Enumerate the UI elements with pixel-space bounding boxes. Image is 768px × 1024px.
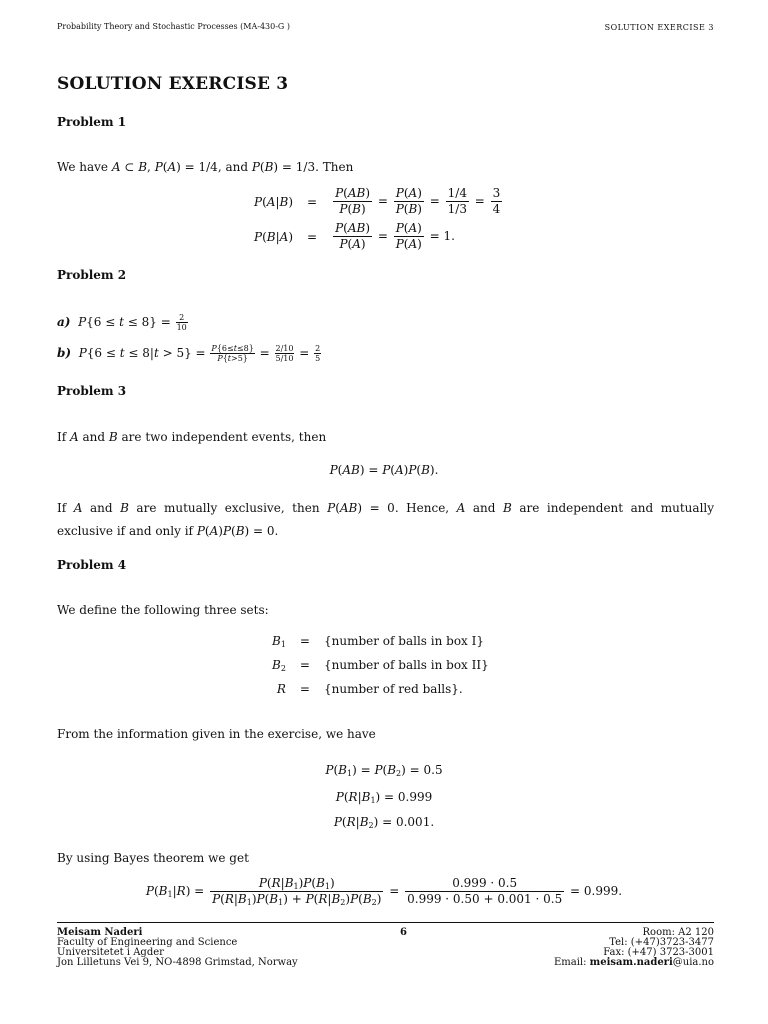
problem-3-independence-equation: P(AB) = P(A)P(B). (329, 463, 439, 477)
set-b1-definition: {number of balls in box I} (323, 634, 484, 648)
problem-3-heading: Problem 3 (57, 384, 127, 398)
footer-contact-left (57, 928, 298, 968)
problem-3-line-1: If A and B are two independent events, then (57, 430, 327, 444)
given-likelihood-box-1: $P(R|B_1) = 0.999$ (335, 790, 433, 805)
problem-1-heading: Problem 1 (57, 115, 127, 129)
problem-2-part-a: a) P{6 ≤ t ≤ 8} = $\frac{2}{10}$ (57, 313, 187, 332)
page-number: 6 (400, 927, 407, 938)
set-definition-row: R = {number of red balls}. (268, 680, 493, 698)
postal-address: Jon Lilletuns Vei 9, NO-4898 Grimstad, Norway (57, 957, 298, 968)
problem-4-bayes-intro: By using Bayes theorem we get (57, 851, 249, 865)
author-name: Meisam Naderi (57, 927, 143, 938)
given-likelihood-box-2: $P(R|B_2) = 0.001$. (333, 815, 435, 830)
set-b2-definition: {number of balls in box II} (323, 658, 489, 672)
telephone: Tel: (+47)3723-3477 (609, 937, 714, 948)
problem-1-intro: We have A ⊂ B, P(A) = 1/4, and P(B) = 1/3. Then (57, 160, 354, 174)
running-header-section: SOLUTION EXERCISE 3 (604, 23, 714, 32)
problem-4-heading: Problem 4 (57, 558, 127, 572)
equation-row: P(A|B) = $\frac{P(AB)}{P(B)}$ = $\frac{P(A)}{P(B)}$ = $\frac{1/4}{1/3}$ = $\frac{3}{4}$ (254, 186, 501, 216)
set-definition-row: $B_1$ = {number of balls in box I} (268, 632, 493, 656)
problem-3-line-2: If A and B are mutually exclusive, then P(AB) = 0. Hence, A and B are independent and mutually (57, 501, 715, 515)
equation-row: P(B|A) = $\frac{P(AB)}{P(A)}$ = $\frac{P(A)}{P(A)}$ = 1. (254, 221, 455, 251)
email[interactable]: Email: meisam.naderi@uia.no (553, 957, 714, 968)
university-name: Universitetet i Agder (57, 947, 164, 958)
problem-3-line-3: exclusive if and only if P(A)P(B) = 0. (57, 524, 279, 538)
problem-4-from-info: From the information given in the exercise, we have (57, 727, 376, 741)
bayes-equation: $P(B_1|R)$ = $\frac{P(R|B_1)P(B_1)}{P(R|B_1)P(B_1) + P(R|B_2)P(B_2)}$ = $\frac{0.999 \cdot 0.5}{0.999 \cdot 0.50 + 0.001 \cdot 0.5}$ = 0.999. (145, 876, 623, 907)
given-prior-probabilities: $P(B_1) = P(B_2) = 0.5$ (325, 763, 443, 778)
set-definition-row: $B_2$ = {number of balls in box II} (268, 656, 493, 680)
problem-2-heading: Problem 2 (57, 268, 127, 282)
room: Room: A2 120 (642, 927, 714, 938)
footer-contact-right (554, 928, 714, 968)
page-title: SOLUTION EXERCISE 3 (57, 74, 289, 94)
set-r-definition: {number of red balls}. (323, 682, 463, 696)
running-header-course: Probability Theory and Stochastic Processes (MA-430-G ) (57, 22, 290, 31)
problem-4-intro: We define the following three sets: (57, 603, 269, 617)
fax: Fax: (+47) 3723-3001 (603, 947, 714, 958)
footer-rule (57, 922, 714, 923)
problem-2-part-b: b) P{6 ≤ t ≤ 8|t > 5} = $\frac{P\{6\le t\le 8\}}{P\{t>5\}}$ = $\frac{2/10}{5/10}$ = $\frac{2}{5}$ (57, 344, 321, 363)
problem-4-set-definitions (268, 632, 493, 698)
faculty-name: Faculty of Engineering and Science (57, 937, 238, 948)
problem-1-equations (250, 184, 508, 254)
